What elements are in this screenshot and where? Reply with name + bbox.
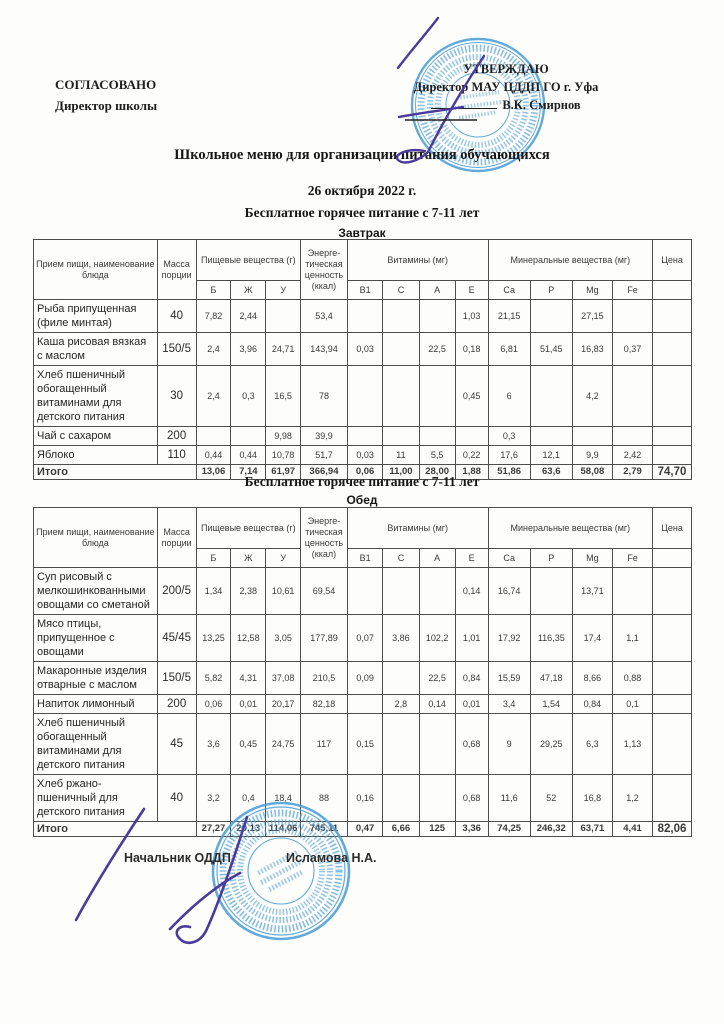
sub-column-header: В1 [347, 281, 383, 300]
total-value-cell: 63,6 [530, 465, 572, 480]
total-value-cell: 11,00 [383, 465, 419, 480]
value-cell: 2,38 [231, 568, 266, 615]
menu-row [34, 446, 692, 465]
value-cell [347, 300, 383, 333]
approval-left-block [55, 74, 157, 116]
total-label-cell: Итого [34, 465, 197, 480]
value-cell: 9 [488, 714, 530, 775]
value-cell [383, 568, 419, 615]
menu-row [34, 300, 692, 333]
dish-cell: Яблоко [34, 446, 158, 465]
total-value-cell: 28,00 [419, 465, 455, 480]
value-cell [530, 366, 572, 427]
value-cell: 9,9 [572, 446, 612, 465]
menu-row [34, 615, 692, 662]
value-cell [383, 300, 419, 333]
value-cell: 37,08 [266, 662, 301, 695]
value-cell: 0,18 [455, 333, 488, 366]
sub-column-header: Mg [572, 281, 612, 300]
value-cell: 51,45 [530, 333, 572, 366]
value-cell: 0,15 [347, 714, 383, 775]
mass-cell: 45 [157, 714, 196, 775]
value-cell: 16,83 [572, 333, 612, 366]
value-cell [383, 366, 419, 427]
sub-column-header: Б [196, 549, 231, 568]
value-cell [572, 427, 612, 446]
total-value-cell: 20,13 [231, 822, 266, 837]
total-value-cell: 114,06 [266, 822, 301, 837]
value-cell: 0,22 [455, 446, 488, 465]
energy-column-header: Энерге- тическая ценность (ккал) [301, 508, 348, 568]
menu-date: 26 октября 2022 г. [307, 183, 417, 198]
value-cell: 1,2 [612, 775, 652, 822]
value-cell: 6,3 [572, 714, 612, 775]
value-cell: 29,25 [530, 714, 572, 775]
value-cell: 0,88 [612, 662, 652, 695]
mass-cell: 150/5 [157, 333, 196, 366]
value-cell: 3,05 [266, 615, 301, 662]
value-cell: 6 [488, 366, 530, 427]
value-cell: 0,01 [455, 695, 488, 714]
lunch-meal-label: Обед [346, 493, 378, 507]
value-cell: 0,09 [347, 662, 383, 695]
value-cell: 2,4 [196, 366, 231, 427]
sub-column-header: Ж [231, 549, 266, 568]
sub-column-header: Р [530, 281, 572, 300]
menu-row [34, 427, 692, 446]
nutrients-group-header: Пищевые вещества (г) [196, 508, 301, 549]
footer-signer-name: Исламова Н.А. [286, 851, 377, 865]
minerals-group-header: Минеральные вещества (мг) [488, 508, 652, 549]
approval-right-title: УТВЕРЖДАЮ [463, 62, 549, 76]
value-cell [347, 427, 383, 446]
sub-column-header: У [266, 549, 301, 568]
value-cell [383, 333, 419, 366]
total-value-cell: 745,11 [301, 822, 348, 837]
price-cell [653, 333, 692, 366]
value-cell: 1,03 [455, 300, 488, 333]
value-cell: 24,71 [266, 333, 301, 366]
value-cell [347, 366, 383, 427]
value-cell [419, 568, 455, 615]
sub-column-header: А [419, 281, 455, 300]
value-cell: 5,82 [196, 662, 231, 695]
value-cell: 21,15 [488, 300, 530, 333]
sub-column-header: Mg [572, 549, 612, 568]
value-cell: 116,35 [530, 615, 572, 662]
round-stamp-bottom-icon [210, 800, 352, 942]
mass-cell: 30 [157, 366, 196, 427]
price-cell [653, 366, 692, 427]
value-cell: 0,84 [572, 695, 612, 714]
value-cell: 13,71 [572, 568, 612, 615]
value-cell [455, 427, 488, 446]
total-price-cell: 82,06 [653, 822, 692, 837]
value-cell [612, 427, 652, 446]
document-title: Школьное меню для организации питания обучающихся [174, 147, 550, 163]
sub-column-header: Е [455, 549, 488, 568]
value-cell: 15,59 [488, 662, 530, 695]
sub-column-header: Б [196, 281, 231, 300]
value-cell: 0,14 [419, 695, 455, 714]
dish-column-header: Прием пищи, наименование блюда [34, 240, 158, 300]
mass-cell: 45/45 [157, 615, 196, 662]
approval-right-line1: Директор МАУ ЦДДП ГО г. Уфа [413, 80, 599, 94]
value-cell: 210,5 [301, 662, 348, 695]
value-cell: 0,45 [231, 714, 266, 775]
price-column-header: Цена [653, 508, 692, 549]
value-cell: 16,5 [266, 366, 301, 427]
value-cell: 11 [383, 446, 419, 465]
dish-cell: Мясо птицы, припущенное с овощами [34, 615, 158, 662]
value-cell: 16,8 [572, 775, 612, 822]
value-cell: 117 [301, 714, 348, 775]
value-cell [612, 568, 652, 615]
total-value-cell: 13,06 [196, 465, 231, 480]
dish-cell: Хлеб пшеничный обогащенный витаминами для детского питания [34, 714, 158, 775]
value-cell: 1,13 [612, 714, 652, 775]
total-row [34, 822, 692, 837]
value-cell: 18,4 [266, 775, 301, 822]
value-cell: 1,01 [455, 615, 488, 662]
minerals-group-header: Минеральные вещества (мг) [488, 240, 652, 281]
value-cell: 52 [530, 775, 572, 822]
total-value-cell: 27,27 [196, 822, 231, 837]
dish-cell: Рыба припущенная (филе минтая) [34, 300, 158, 333]
dish-cell: Макаронные изделия отварные с маслом [34, 662, 158, 695]
value-cell [419, 427, 455, 446]
energy-column-header: Энерге- тическая ценность (ккал) [301, 240, 348, 300]
value-cell [383, 662, 419, 695]
breakfast-section-title: Бесплатное горячее питание с 7-11 лет [244, 205, 480, 220]
value-cell [231, 427, 266, 446]
value-cell: 5,5 [419, 446, 455, 465]
value-cell: 20,17 [266, 695, 301, 714]
value-cell: 22,5 [419, 662, 455, 695]
sub-column-header: Р [530, 549, 572, 568]
value-cell: 0,44 [231, 446, 266, 465]
value-cell: 53,4 [301, 300, 348, 333]
sub-column-header [653, 281, 692, 300]
value-cell: 0,45 [455, 366, 488, 427]
mass-cell: 200 [157, 427, 196, 446]
mass-column-header: Масса порции [157, 508, 196, 568]
menu-row [34, 714, 692, 775]
approver-name: В.К. Смирнов [502, 98, 581, 112]
value-cell: 3,86 [383, 615, 419, 662]
signature-underline [431, 98, 497, 109]
value-cell [383, 714, 419, 775]
value-cell [347, 568, 383, 615]
sub-column-header: С [383, 549, 419, 568]
value-cell: 47,18 [530, 662, 572, 695]
value-cell: 0,3 [231, 366, 266, 427]
value-cell: 4,2 [572, 366, 612, 427]
mass-cell: 200 [157, 695, 196, 714]
approval-signature-line [386, 96, 626, 114]
value-cell: 17,6 [488, 446, 530, 465]
menu-row [34, 695, 692, 714]
mass-cell: 150/5 [157, 662, 196, 695]
price-cell [653, 775, 692, 822]
value-cell: 102,2 [419, 615, 455, 662]
value-cell: 0,3 [488, 427, 530, 446]
value-cell: 51,7 [301, 446, 348, 465]
value-cell: 39,9 [301, 427, 348, 446]
value-cell [419, 300, 455, 333]
value-cell: 12,1 [530, 446, 572, 465]
value-cell: 1,34 [196, 568, 231, 615]
value-cell: 0,03 [347, 446, 383, 465]
dish-column-header: Прием пищи, наименование блюда [34, 508, 158, 568]
value-cell: 177,89 [301, 615, 348, 662]
total-value-cell: 3,36 [455, 822, 488, 837]
footer-position-label: Начальник ОДДП [124, 851, 231, 865]
price-cell [653, 300, 692, 333]
value-cell: 3,96 [231, 333, 266, 366]
value-cell: 0,03 [347, 333, 383, 366]
value-cell [266, 300, 301, 333]
value-cell: 3,4 [488, 695, 530, 714]
value-cell: 88 [301, 775, 348, 822]
value-cell: 0,01 [231, 695, 266, 714]
menu-row [34, 568, 692, 615]
value-cell: 7,82 [196, 300, 231, 333]
value-cell: 0,37 [612, 333, 652, 366]
value-cell [383, 775, 419, 822]
value-cell: 0,84 [455, 662, 488, 695]
total-value-cell: 0,47 [347, 822, 383, 837]
dish-cell: Хлеб ржано- пшеничный для детского питания [34, 775, 158, 822]
value-cell [419, 775, 455, 822]
value-cell: 69,54 [301, 568, 348, 615]
total-label-cell: Итого [34, 822, 197, 837]
lunch-section-title: Бесплатное горячее питание с 7-11 лет [244, 474, 480, 489]
value-cell: 0,44 [196, 446, 231, 465]
price-cell [653, 714, 692, 775]
total-value-cell: 63,71 [572, 822, 612, 837]
sub-column-header: А [419, 549, 455, 568]
price-cell [653, 446, 692, 465]
sub-column-header: У [266, 281, 301, 300]
total-value-cell: 4,41 [612, 822, 652, 837]
menu-row [34, 366, 692, 427]
menu-row [34, 775, 692, 822]
price-cell [653, 568, 692, 615]
value-cell: 9,98 [266, 427, 301, 446]
mass-cell: 200/5 [157, 568, 196, 615]
value-cell: 10,78 [266, 446, 301, 465]
total-value-cell: 6,66 [383, 822, 419, 837]
value-cell: 24,75 [266, 714, 301, 775]
value-cell: 3,6 [196, 714, 231, 775]
vitamins-group-header: Витамины (мг) [347, 508, 488, 549]
value-cell: 12,58 [231, 615, 266, 662]
total-value-cell: 125 [419, 822, 455, 837]
total-value-cell: 366,94 [301, 465, 348, 480]
sub-column-header: С [383, 281, 419, 300]
value-cell [612, 366, 652, 427]
mass-cell: 110 [157, 446, 196, 465]
value-cell: 0,68 [455, 714, 488, 775]
value-cell: 16,74 [488, 568, 530, 615]
price-cell [653, 695, 692, 714]
vitamins-group-header: Витамины (мг) [347, 240, 488, 281]
dish-cell: Суп рисовый с мелкошинкованными овощами со сметаной [34, 568, 158, 615]
value-cell: 2,4 [196, 333, 231, 366]
value-cell: 3,2 [196, 775, 231, 822]
price-column-header: Цена [653, 240, 692, 281]
total-value-cell: 58,08 [572, 465, 612, 480]
breakfast-table [33, 239, 692, 480]
value-cell: 10,61 [266, 568, 301, 615]
sub-column-header: Е [455, 281, 488, 300]
dish-cell: Каша рисовая вязкая с маслом [34, 333, 158, 366]
sub-column-header: Са [488, 549, 530, 568]
price-cell [653, 662, 692, 695]
value-cell: 0,68 [455, 775, 488, 822]
breakfast-meal-label: Завтрак [338, 226, 386, 240]
value-cell: 17,92 [488, 615, 530, 662]
value-cell: 11,6 [488, 775, 530, 822]
value-cell [530, 300, 572, 333]
lunch-table [33, 507, 692, 837]
total-value-cell: 0,06 [347, 465, 383, 480]
sub-column-header: Са [488, 281, 530, 300]
value-cell: 17,4 [572, 615, 612, 662]
value-cell [419, 714, 455, 775]
price-cell [653, 615, 692, 662]
value-cell: 2,42 [612, 446, 652, 465]
menu-row [34, 333, 692, 366]
approval-left-title: СОГЛАСОВАНО [55, 77, 157, 92]
value-cell: 0,16 [347, 775, 383, 822]
sub-column-header [653, 549, 692, 568]
value-cell: 0,06 [196, 695, 231, 714]
value-cell [347, 695, 383, 714]
total-price-cell: 74,70 [653, 465, 692, 480]
value-cell: 13,25 [196, 615, 231, 662]
value-cell: 27,15 [572, 300, 612, 333]
value-cell: 143,94 [301, 333, 348, 366]
sub-column-header: Fe [612, 549, 652, 568]
mass-cell: 40 [157, 300, 196, 333]
value-cell: 2,44 [231, 300, 266, 333]
value-cell [530, 568, 572, 615]
value-cell: 0,1 [612, 695, 652, 714]
value-cell: 1,54 [530, 695, 572, 714]
value-cell [530, 427, 572, 446]
mass-column-header: Масса порции [157, 240, 196, 300]
value-cell: 78 [301, 366, 348, 427]
value-cell: 6,81 [488, 333, 530, 366]
dish-cell: Напиток лимонный [34, 695, 158, 714]
value-cell: 82,18 [301, 695, 348, 714]
value-cell: 0,14 [455, 568, 488, 615]
approval-right-block [386, 60, 626, 114]
total-value-cell: 2,79 [612, 465, 652, 480]
value-cell [419, 366, 455, 427]
value-cell [196, 427, 231, 446]
value-cell [612, 300, 652, 333]
value-cell: 1,1 [612, 615, 652, 662]
total-value-cell: 7,14 [231, 465, 266, 480]
total-value-cell: 74,25 [488, 822, 530, 837]
value-cell: 8,66 [572, 662, 612, 695]
value-cell: 22,5 [419, 333, 455, 366]
total-value-cell: 51,86 [488, 465, 530, 480]
total-value-cell: 61,97 [266, 465, 301, 480]
value-cell [383, 427, 419, 446]
value-cell: 0,07 [347, 615, 383, 662]
nutrients-group-header: Пищевые вещества (г) [196, 240, 301, 281]
value-cell: 0,4 [231, 775, 266, 822]
sub-column-header: В1 [347, 549, 383, 568]
approval-left-subtitle: Директор школы [55, 98, 158, 113]
dish-cell: Хлеб пшеничный обогащенный витаминами для детского питания [34, 366, 158, 427]
total-value-cell: 1,88 [455, 465, 488, 480]
price-cell [653, 427, 692, 446]
dish-cell: Чай с сахаром [34, 427, 158, 446]
sub-column-header: Ж [231, 281, 266, 300]
value-cell: 4,31 [231, 662, 266, 695]
mass-cell: 40 [157, 775, 196, 822]
menu-row [34, 662, 692, 695]
value-cell: 2,8 [383, 695, 419, 714]
total-value-cell: 246,32 [530, 822, 572, 837]
sub-column-header: Fe [612, 281, 652, 300]
